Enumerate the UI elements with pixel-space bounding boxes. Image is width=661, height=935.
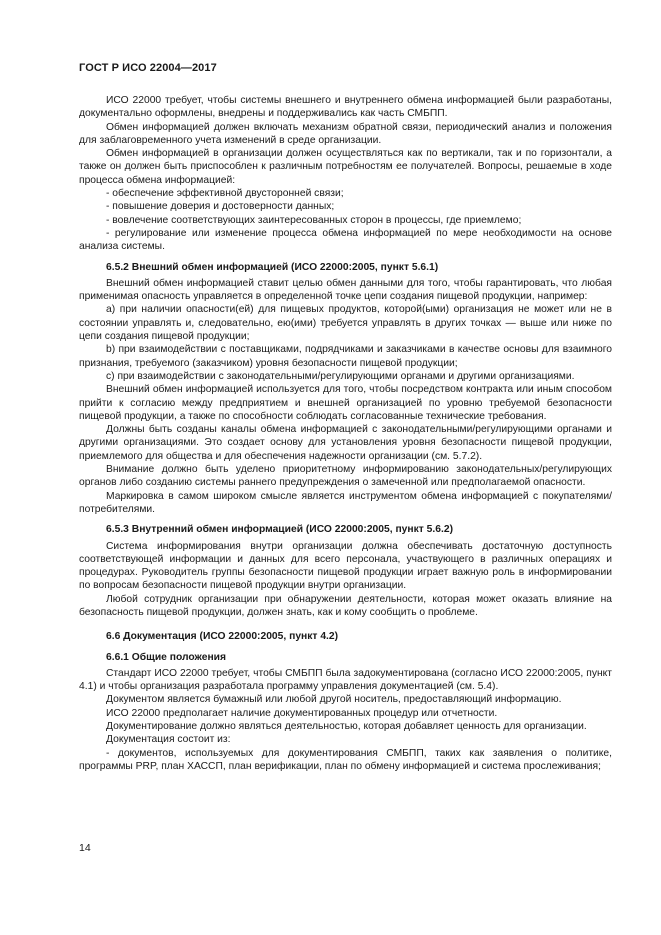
list-item: c) при взаимодействии с законодательными/регулирующими органами и другими организациями.: [106, 370, 575, 382]
list-item: b) при взаимодействии с поставщиками, подрядчиками и заказчиками в качестве основы для взаимного признания, требуемого (заказчиком) уровня безопасности пищевой продукции;: [79, 344, 612, 369]
page-number: 14: [79, 842, 91, 854]
section-heading-66: 6.6 Документация (ИСО 22000:2005, пункт 4.2): [106, 631, 339, 643]
paragraph: Маркировка в самом широком смысле является инструментом обмена информацией с покупателями/потребителями.: [79, 490, 612, 515]
list-item: - вовлечение соответствующих заинтересованных сторон в процессы, где приемлемо;: [106, 214, 522, 226]
paragraph: ИСО 22000 требует, чтобы системы внешнего и внутреннего обмена информацией были разработаны, документально оформлены, внедрены и поддерживались как часть СМБПП.: [79, 95, 612, 120]
paragraph: Обмен информацией в организации должен осуществляться как по вертикали, так и по горизонтали, а также он должен быть приспособлен к различным потребностям ее получателей. Вопросы, решаемые в ходе процесса обмена информацией:: [79, 148, 612, 186]
list-item: - обеспечение эффективной двусторонней связи;: [106, 188, 344, 200]
paragraph: Система информирования внутри организации должна обеспечивать достаточную доступность соответствующей информации и данных для всего персонала, участвующего в различных операциях и процедурах. Руководитель группы безопасности пищевой продукции играет важную роль в информировании по вопросам безопасности пищевой продукции внутри организации.: [79, 540, 612, 592]
section-heading-661: 6.6.1 Общие положения: [106, 651, 226, 663]
paragraph: Внешний обмен информацией ставит целью обмен данными для того, чтобы гарантировать, что любая применимая опасность управляется в определенной точке цепи создания пищевой продукции, например:: [79, 277, 612, 303]
paragraph: Документация состоит из:: [106, 734, 231, 746]
paragraph: Стандарт ИСО 22000 требует, чтобы СМБПП была задокументирована (согласно ИСО 22000:2005, пункт 4.1) и чтобы организация разработала программу управления документацией (см. 5.4).: [79, 667, 612, 693]
section-heading-653: 6.5.3 Внутренний обмен информацией (ИСО 22000:2005, пункт 5.6.2): [106, 524, 454, 536]
section-heading-652: 6.5.2 Внешний обмен информацией (ИСО 22000:2005, пункт 5.6.1): [106, 261, 439, 273]
list-item: - повышение доверия и достоверности данных;: [106, 201, 335, 213]
paragraph: Любой сотрудник организации при обнаружении деятельности, которая может оказать влияние на безопасность пищевой продукции, должен знать, как и кому сообщить о проблеме.: [79, 593, 612, 618]
paragraph: Внимание должно быть уделено приоритетному информированию законодательных/регулирующих органов либо созданию системы раннего предупреждения о замеченной или предполагаемой опасности.: [79, 464, 612, 489]
paragraph: Должны быть созданы каналы обмена информацией с законодательными/регулирующими органами и другими организациями. Это создает основу для установления уровня безопасности пищевой продукции, приемлемого для общества и для обеспечения надежности организации (см. 5.7.2).: [79, 424, 612, 462]
standard-header: ГОСТ Р ИСО 22004—2017: [79, 62, 217, 74]
page-content: [79, 94, 612, 773]
paragraph: ИСО 22000 предполагает наличие документированных процедур или отчетности.: [106, 707, 498, 719]
paragraph: Документирование должно являться деятельностью, которая добавляет ценность для организации.: [106, 721, 587, 733]
paragraph: Внешний обмен информацией используется для того, чтобы посредством контракта или иным способом прийти к согласию между предприятием и внешней организацией по уровню требуемой безопасности пищевой продукции, а также по способности соблюдать согласованные технические требования.: [79, 384, 612, 422]
list-item: - регулирование или изменение процесса обмена информацией по мере необходимости на основе анализа системы.: [79, 227, 612, 253]
list-item: - документов, используемых для документирования СМБПП, таких как заявления о политике, программы PRP, план ХАССП, план верификации, план по обмену информацией и система прослеживания;: [79, 747, 612, 772]
paragraph: Обмен информацией должен включать механизм обратной связи, периодический анализ и положения для заблаговременного учета изменений в среде организации.: [79, 121, 612, 146]
list-item: а) при наличии опасности(ей) для пищевых продуктов, которой(ыми) организация не может или не в состоянии управлять и, следовательно, ею(ими) требуется управлять в других точках — выше или ниже по цепи создания пищевой продукции;: [79, 304, 612, 343]
paragraph: Документом является бумажный или любой другой носитель, предоставляющий информацию.: [106, 694, 562, 706]
